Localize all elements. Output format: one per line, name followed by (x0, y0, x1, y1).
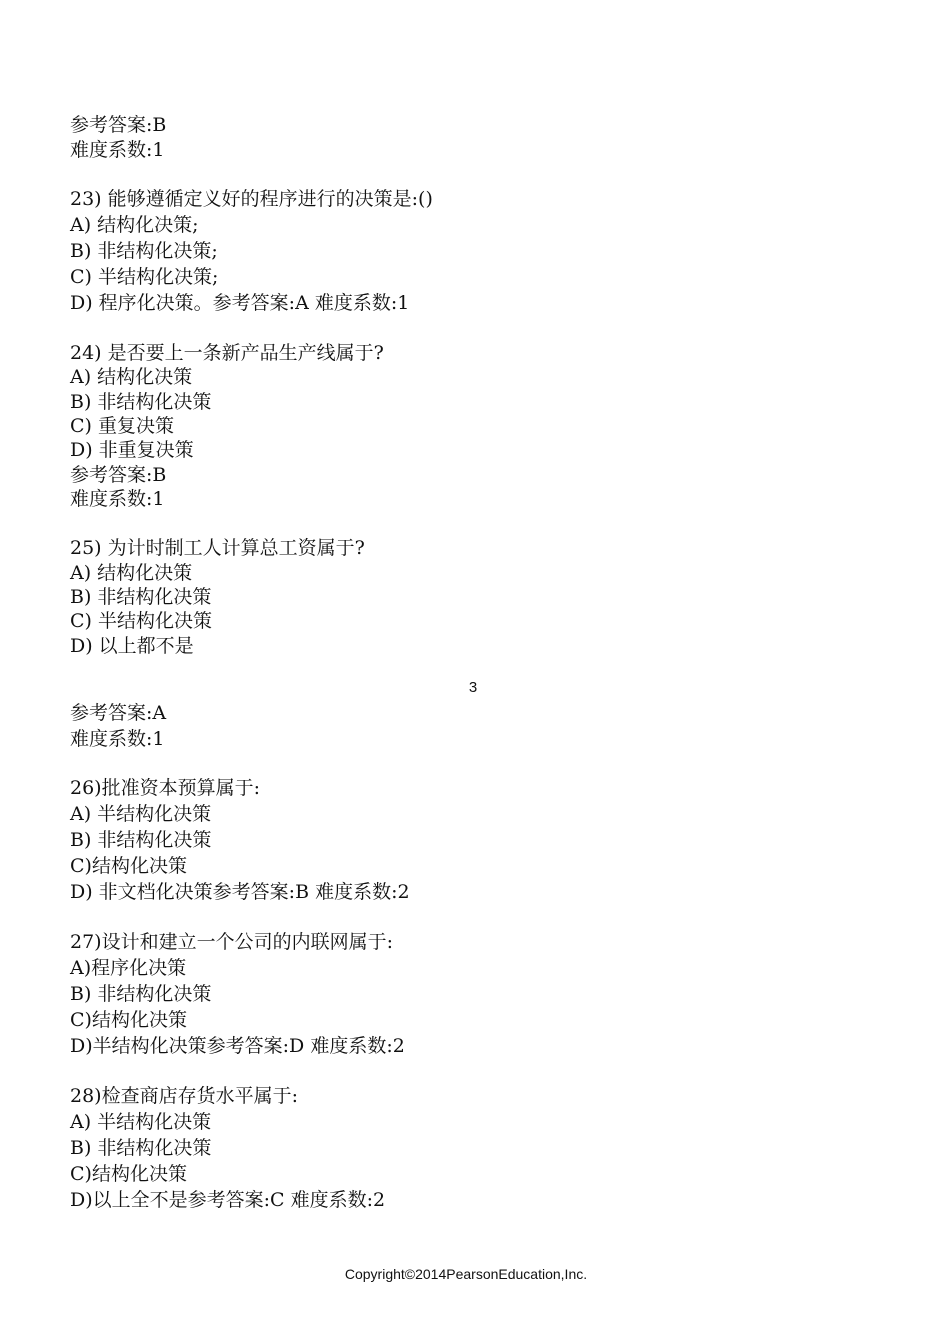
option-a: A) 半结构化决策 (70, 803, 212, 825)
option-a: A) 结构化决策 (70, 366, 193, 388)
option-b: B) 非结构化决策; (70, 240, 218, 262)
difficulty-line: 难度系数:1 (70, 728, 165, 750)
option-d: D) 程序化决策。参考答案:A 难度系数:1 (70, 292, 410, 314)
option-d: D)半结构化决策参考答案:D 难度系数:2 (70, 1035, 405, 1057)
option-c: C) 重复决策 (70, 415, 174, 437)
option-a: A) 半结构化决策 (70, 1111, 212, 1133)
option-b: B) 非结构化决策 (70, 1137, 212, 1159)
question-26: 26)批准资本预算属于: (70, 777, 260, 799)
option-b: B) 非结构化决策 (70, 983, 212, 1005)
option-c: C)结构化决策 (70, 1163, 187, 1185)
option-c: C)结构化决策 (70, 1009, 187, 1031)
question-25: 25) 为计时制工人计算总工资属于? (70, 537, 365, 559)
option-d: D) 非文档化决策参考答案:B 难度系数:2 (70, 881, 410, 903)
difficulty-line: 难度系数:1 (70, 488, 165, 510)
answer-line: 参考答案:B (70, 464, 167, 486)
option-b: B) 非结构化决策 (70, 391, 212, 413)
difficulty-line: 难度系数:1 (70, 139, 165, 161)
option-c: C) 半结构化决策 (70, 610, 212, 632)
page-number: 3 (468, 679, 478, 696)
question-28: 28)检查商店存货水平属于: (70, 1085, 298, 1107)
option-d: D) 非重复决策 (70, 439, 194, 461)
answer-line: 参考答案:A (70, 702, 167, 724)
copyright-footer: Copyright©2014PearsonEducation,Inc. (344, 1266, 588, 1282)
option-a: A)程序化决策 (70, 957, 187, 979)
option-c: C) 半结构化决策; (70, 266, 219, 288)
option-b: B) 非结构化决策 (70, 829, 212, 851)
option-d: D)以上全不是参考答案:C 难度系数:2 (70, 1189, 386, 1211)
option-a: A) 结构化决策; (70, 214, 199, 236)
option-d: D) 以上都不是 (70, 635, 194, 657)
question-27: 27)设计和建立一个公司的内联网属于: (70, 931, 393, 953)
answer-line: 参考答案:B (70, 114, 167, 136)
question-24: 24) 是否要上一条新产品生产线属于? (70, 342, 384, 364)
question-23: 23) 能够遵循定义好的程序进行的决策是:() (70, 188, 433, 210)
option-a: A) 结构化决策 (70, 562, 193, 584)
option-b: B) 非结构化决策 (70, 586, 212, 608)
option-c: C)结构化决策 (70, 855, 187, 877)
